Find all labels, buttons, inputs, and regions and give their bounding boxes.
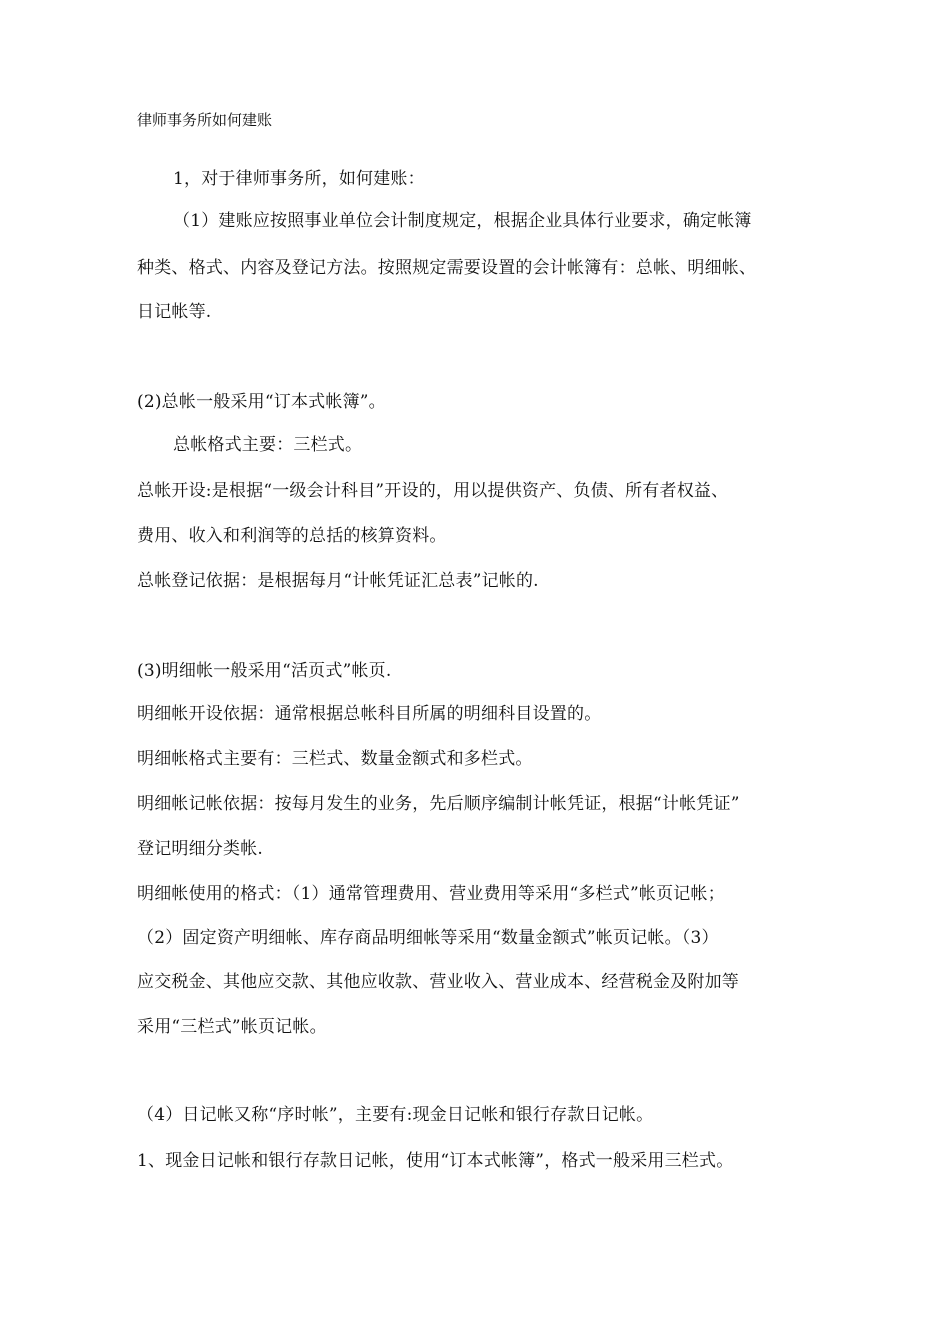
text-line: 总帐开设:是根据“一级会计科目”开设的，用以提供资产、负债、所有者权益、 (137, 481, 729, 501)
text-line: 登记明细分类帐. (137, 839, 264, 859)
text-line: 日记帐等. (137, 302, 212, 322)
text-line: 明细帐记帐依据：按每月发生的业务，先后顺序编制计帐凭证，根据“计帐凭证” (137, 794, 740, 814)
text-line: 1、现金日记帐和银行存款日记帐，使用“订本式帐簿”，格式一般采用三栏式。 (137, 1151, 734, 1171)
text-line: 总帐登记依据：是根据每月“计帐凭证汇总表”记帐的. (137, 571, 539, 591)
text-line: 总帐格式主要：三栏式。 (173, 435, 363, 455)
text-line: 1，对于律师事务所，如何建账： (173, 169, 425, 189)
text-line: （4）日记帐又称“序时帐”，主要有:现金日记帐和银行存款日记帐。 (137, 1105, 654, 1125)
text-line: 明细帐使用的格式：（1）通常管理费用、营业费用等采用“多栏式”帐页记帐； (137, 884, 725, 904)
text-line: 明细帐开设依据：通常根据总帐科目所属的明细科目设置的。 (137, 704, 602, 724)
text-line: 应交税金、其他应交款、其他应收款、营业收入、营业成本、经营税金及附加等 (137, 972, 739, 992)
document-title: 律师事务所如何建账 (137, 111, 273, 129)
text-line: 明细帐格式主要有：三栏式、数量金额式和多栏式。 (137, 749, 533, 769)
text-line: 采用“三栏式”帐页记帐。 (137, 1017, 327, 1037)
text-line: （2）固定资产明细帐、库存商品明细帐等采用“数量金额式”帐页记帐。（3） (137, 928, 719, 948)
text-line: （1）建账应按照事业单位会计制度规定，根据企业具体行业要求，确定帐簿 (173, 211, 752, 231)
text-line: 种类、格式、内容及登记方法。按照规定需要设置的会计帐簿有：总帐、明细帐、 (137, 258, 757, 278)
text-line: (3)明细帐一般采用“活页式”帐页. (137, 661, 392, 681)
text-line: 费用、收入和利润等的总括的核算资料。 (137, 526, 447, 546)
text-line: (2)总帐一般采用“订本式帐簿”。 (137, 392, 386, 412)
